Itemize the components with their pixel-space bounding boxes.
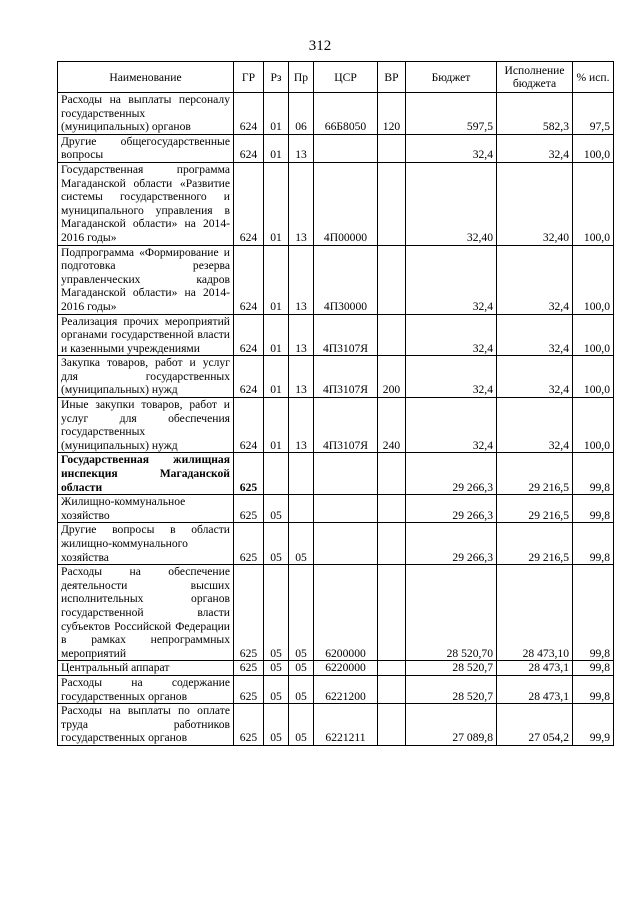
cell-execution: 32,4 xyxy=(497,134,573,162)
cell-gr: 625 xyxy=(234,453,264,495)
cell-gr: 624 xyxy=(234,314,264,356)
cell-rz: 01 xyxy=(264,314,289,356)
cell-csr: 4П00000 xyxy=(314,162,378,245)
table-row xyxy=(58,453,614,495)
header-gr: ГР xyxy=(234,62,264,93)
cell-percent: 99,8 xyxy=(573,495,614,523)
cell-csr: 6221211 xyxy=(314,704,378,746)
header-execution: Исполнение бюджета xyxy=(497,62,573,93)
cell-execution: 27 054,2 xyxy=(497,704,573,746)
table-row xyxy=(58,675,614,703)
cell-execution: 29 216,5 xyxy=(497,495,573,523)
cell-rz: 05 xyxy=(264,675,289,703)
cell-execution: 32,4 xyxy=(497,245,573,314)
cell-budget: 32,4 xyxy=(406,134,497,162)
table-row xyxy=(58,245,614,314)
cell-budget: 32,40 xyxy=(406,162,497,245)
cell-vr xyxy=(378,675,406,703)
cell-vr xyxy=(378,704,406,746)
cell-name: Расходы на содержание государственных органов xyxy=(58,675,234,703)
cell-percent: 99,9 xyxy=(573,704,614,746)
cell-vr xyxy=(378,245,406,314)
cell-budget: 28 520,7 xyxy=(406,675,497,703)
header-vr: ВР xyxy=(378,62,406,93)
header-name: Наименование xyxy=(58,62,234,93)
cell-name: Реализация прочих мероприятий органами государственной власти и казенными учреждениями xyxy=(58,314,234,356)
cell-csr xyxy=(314,523,378,565)
cell-rz: 01 xyxy=(264,93,289,135)
cell-rz: 01 xyxy=(264,245,289,314)
cell-csr: 4П3107Я xyxy=(314,398,378,453)
cell-vr xyxy=(378,453,406,495)
table-row xyxy=(58,523,614,565)
cell-pr xyxy=(289,495,314,523)
cell-percent: 100,0 xyxy=(573,398,614,453)
cell-name: Другие общегосударственные вопросы xyxy=(58,134,234,162)
cell-vr: 120 xyxy=(378,93,406,135)
cell-rz: 01 xyxy=(264,398,289,453)
cell-vr xyxy=(378,314,406,356)
cell-execution: 582,3 xyxy=(497,93,573,135)
cell-percent: 100,0 xyxy=(573,134,614,162)
cell-gr: 624 xyxy=(234,398,264,453)
cell-vr xyxy=(378,134,406,162)
cell-pr: 05 xyxy=(289,704,314,746)
page-number: 312 xyxy=(308,38,332,54)
cell-budget: 597,5 xyxy=(406,93,497,135)
header-budget: Бюджет xyxy=(406,62,497,93)
cell-vr xyxy=(378,661,406,676)
table-row xyxy=(58,314,614,356)
cell-percent: 99,8 xyxy=(573,565,614,661)
cell-budget: 28 520,70 xyxy=(406,565,497,661)
table-header-row xyxy=(58,62,614,93)
cell-rz: 05 xyxy=(264,523,289,565)
table-body xyxy=(58,93,614,746)
cell-rz: 05 xyxy=(264,704,289,746)
cell-name: Расходы на выплаты персоналу государственных (муниципальных) органов xyxy=(58,93,234,135)
cell-csr xyxy=(314,495,378,523)
cell-pr: 06 xyxy=(289,93,314,135)
header-rz: Рз xyxy=(264,62,289,93)
cell-pr: 05 xyxy=(289,675,314,703)
cell-vr: 240 xyxy=(378,398,406,453)
cell-rz: 01 xyxy=(264,162,289,245)
cell-gr: 624 xyxy=(234,134,264,162)
table-row xyxy=(58,661,614,676)
cell-percent: 100,0 xyxy=(573,162,614,245)
cell-rz: 05 xyxy=(264,565,289,661)
cell-name: Расходы на выплаты по оплате труда работников государственных органов xyxy=(58,704,234,746)
table-row xyxy=(58,495,614,523)
cell-pr: 13 xyxy=(289,162,314,245)
cell-execution: 32,4 xyxy=(497,356,573,398)
cell-name: Расходы на обеспечение деятельности высших исполнительных органов государственной власти субъектов Российской Федерации в рамках непрограммных мероприятий xyxy=(58,565,234,661)
cell-gr: 625 xyxy=(234,523,264,565)
header-pr: Пр xyxy=(289,62,314,93)
cell-pr: 13 xyxy=(289,134,314,162)
cell-name: Закупка товаров, работ и услуг для государственных (муниципальных) нужд xyxy=(58,356,234,398)
cell-csr: 4П3107Я xyxy=(314,314,378,356)
cell-name: Государственная программа Магаданской области «Развитие системы государственного и муниципального управления в Магаданской области» на 2014-2016 годы» xyxy=(58,162,234,245)
cell-name: Жилищно-коммунальное хозяйство xyxy=(58,495,234,523)
cell-name: Центральный аппарат xyxy=(58,661,234,676)
cell-pr: 13 xyxy=(289,245,314,314)
cell-csr: 6200000 xyxy=(314,565,378,661)
table-row xyxy=(58,93,614,135)
cell-csr xyxy=(314,134,378,162)
cell-budget: 32,4 xyxy=(406,398,497,453)
cell-gr: 624 xyxy=(234,356,264,398)
cell-pr: 13 xyxy=(289,398,314,453)
cell-gr: 625 xyxy=(234,661,264,676)
cell-name: Иные закупки товаров, работ и услуг для обеспечения государственных (муниципальных) нужд xyxy=(58,398,234,453)
cell-pr: 05 xyxy=(289,661,314,676)
cell-csr: 6220000 xyxy=(314,661,378,676)
cell-vr xyxy=(378,495,406,523)
cell-execution: 32,4 xyxy=(497,398,573,453)
header-percent: % исп. xyxy=(573,62,614,93)
cell-percent: 99,8 xyxy=(573,453,614,495)
cell-execution: 29 216,5 xyxy=(497,523,573,565)
cell-csr: 4П30000 xyxy=(314,245,378,314)
cell-percent: 99,8 xyxy=(573,661,614,676)
cell-name: Подпрограмма «Формирование и подготовка резерва управленческих кадров Магаданской области» на 2014-2016 годы» xyxy=(58,245,234,314)
cell-pr: 05 xyxy=(289,565,314,661)
cell-gr: 624 xyxy=(234,93,264,135)
cell-execution: 28 473,1 xyxy=(497,661,573,676)
table-row xyxy=(58,565,614,661)
cell-percent: 99,8 xyxy=(573,523,614,565)
cell-execution: 28 473,10 xyxy=(497,565,573,661)
cell-rz: 01 xyxy=(264,356,289,398)
cell-execution: 32,40 xyxy=(497,162,573,245)
cell-execution: 29 216,5 xyxy=(497,453,573,495)
header-csr: ЦСР xyxy=(314,62,378,93)
cell-csr: 6221200 xyxy=(314,675,378,703)
cell-budget: 27 089,8 xyxy=(406,704,497,746)
cell-budget: 28 520,7 xyxy=(406,661,497,676)
cell-pr xyxy=(289,453,314,495)
cell-gr: 625 xyxy=(234,675,264,703)
cell-budget: 32,4 xyxy=(406,314,497,356)
cell-csr: 4П3107Я xyxy=(314,356,378,398)
cell-percent: 99,8 xyxy=(573,675,614,703)
cell-budget: 29 266,3 xyxy=(406,495,497,523)
cell-percent: 100,0 xyxy=(573,245,614,314)
cell-pr: 13 xyxy=(289,356,314,398)
cell-vr xyxy=(378,162,406,245)
cell-rz: 05 xyxy=(264,495,289,523)
cell-execution: 32,4 xyxy=(497,314,573,356)
cell-pr: 05 xyxy=(289,523,314,565)
cell-rz xyxy=(264,453,289,495)
cell-execution: 28 473,1 xyxy=(497,675,573,703)
cell-rz: 05 xyxy=(264,661,289,676)
cell-rz: 01 xyxy=(264,134,289,162)
cell-budget: 32,4 xyxy=(406,245,497,314)
cell-pr: 13 xyxy=(289,314,314,356)
cell-budget: 29 266,3 xyxy=(406,523,497,565)
cell-vr xyxy=(378,523,406,565)
cell-gr: 625 xyxy=(234,495,264,523)
cell-percent: 100,0 xyxy=(573,356,614,398)
cell-name: Государственная жилищная инспекция Магаданской области xyxy=(58,453,234,495)
cell-gr: 624 xyxy=(234,162,264,245)
table-row xyxy=(58,356,614,398)
cell-vr xyxy=(378,565,406,661)
cell-gr: 624 xyxy=(234,245,264,314)
table-row xyxy=(58,134,614,162)
table-row xyxy=(58,704,614,746)
table-row xyxy=(58,162,614,245)
cell-budget: 29 266,3 xyxy=(406,453,497,495)
cell-gr: 625 xyxy=(234,704,264,746)
cell-name: Другие вопросы в области жилищно-коммунального хозяйства xyxy=(58,523,234,565)
cell-percent: 97,5 xyxy=(573,93,614,135)
cell-vr: 200 xyxy=(378,356,406,398)
cell-csr: 66Б8050 xyxy=(314,93,378,135)
cell-budget: 32,4 xyxy=(406,356,497,398)
table-row xyxy=(58,398,614,453)
cell-csr xyxy=(314,453,378,495)
cell-percent: 100,0 xyxy=(573,314,614,356)
budget-table xyxy=(57,61,614,746)
cell-gr: 625 xyxy=(234,565,264,661)
